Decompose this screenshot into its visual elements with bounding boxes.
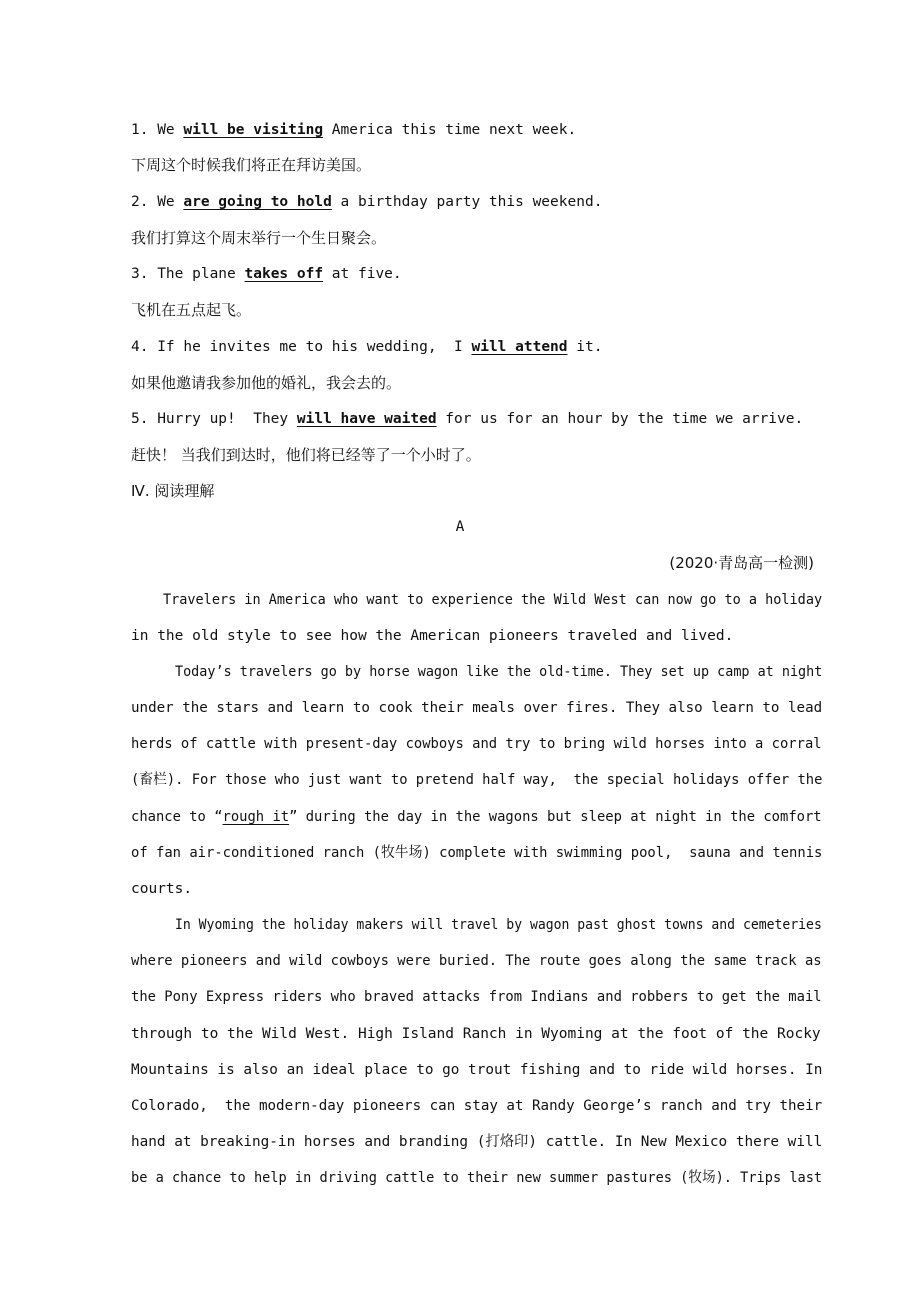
sentence-text: it. [567,339,603,355]
translation-2: 我们打算这个周末举行一个生日聚会。 [131,229,387,247]
translation-3: 飞机在五点起飞。 [131,301,252,319]
paragraph-3-line-8: be a chance to help in driving cattle to their new summer pastures (牧场). Trips last [131,1170,823,1186]
answer-blank: will be visiting [183,122,324,138]
paragraph-1-line-1: Travelers in America who want to experience the Wild West can now go to a holiday [163,592,823,608]
passage-source: (2020·青岛高一检测) [669,554,814,572]
paragraph-2-line-2: under the stars and learn to cook their meals over fires. They also learn to lead [131,700,823,716]
sentence-text: America this time next week. [323,122,577,138]
sentence-number: 3. [131,266,149,282]
sentence-1 [131,120,576,140]
paragraph-2-line-7: courts. [131,881,193,897]
sentence-text: We [148,122,184,138]
paragraph-1-line-2: in the old style to see how the American pioneers traveled and lived. [131,628,734,644]
sentence-text: We [148,194,184,210]
paragraph-3-line-5: Mountains is also an ideal place to go trout fishing and to ride wild horses. In [131,1062,823,1078]
sentence-text: at five. [323,266,402,282]
answer-blank: will have waited [296,411,437,427]
paragraph-2-line-4: (畜栏). For those who just want to pretend half way, the special holidays offer the [131,772,823,788]
paragraph-text: chance to “ [131,809,223,825]
answer-blank: will attend [471,339,568,355]
sentence-2 [131,192,602,212]
translation-4: 如果他邀请我参加他的婚礼，我会去的。 [131,374,402,392]
answer-blank: takes off [244,266,324,282]
section-heading: Ⅳ. 阅读理解 [131,482,215,500]
paragraph-3-line-6: Colorado, the modern-day pioneers can stay at Randy George’s ranch and try their [131,1098,823,1114]
paragraph-3-line-3: the Pony Express riders who braved attacks from Indians and robbers to get the mail [131,989,822,1005]
sentence-text: for us for an hour by the time we arrive. [436,411,804,427]
paragraph-2-line-3: herds of cattle with present-day cowboys and try to bring wild horses into a corral [131,736,822,752]
sentence-number: 5. [131,411,149,427]
sentence-number: 2. [131,194,149,210]
sentence-text: If he invites me to his wedding, I [148,339,472,355]
paragraph-3-line-7: hand at breaking-in horses and branding (打烙印) cattle. In New Mexico there will [131,1134,823,1150]
sentence-5 [131,409,803,429]
paragraph-2-line-1: Today’s travelers go by horse wagon like the old-time. They set up camp at night [175,664,823,680]
sentence-number: 1. [131,122,149,138]
paragraph-3-line-2: where pioneers and wild cowboys were buried. The route goes along the same track as [131,953,822,969]
paragraph-3-line-4: through to the Wild West. High Island Ranch in Wyoming at the foot of the Rocky [131,1026,821,1042]
passage-label: A [455,519,465,535]
answer-blank: are going to hold [183,194,332,210]
paragraph-text: ” during the day in the wagons but sleep at night in the comfort [289,809,822,825]
paragraph-3-line-1: In Wyoming the holiday makers will travel by wagon past ghost towns and cemeteries [175,917,822,933]
sentence-3 [131,264,402,284]
sentence-text: a birthday party this weekend. [331,194,603,210]
translation-1: 下周这个时候我们将正在拜访美国。 [131,156,372,174]
translation-5: 赶快！ 当我们到达时，他们将已经等了一个小时了。 [131,446,481,464]
sentence-text: Hurry up! They [148,411,297,427]
paragraph-2-line-6: of fan air-conditioned ranch (牧牛场) complete with swimming pool, sauna and tennis [131,845,823,861]
paragraph-2-line-5 [131,807,822,827]
sentence-4 [131,337,602,357]
sentence-text: The plane [148,266,245,282]
underlined-phrase: rough it [222,809,290,825]
sentence-number: 4. [131,339,149,355]
